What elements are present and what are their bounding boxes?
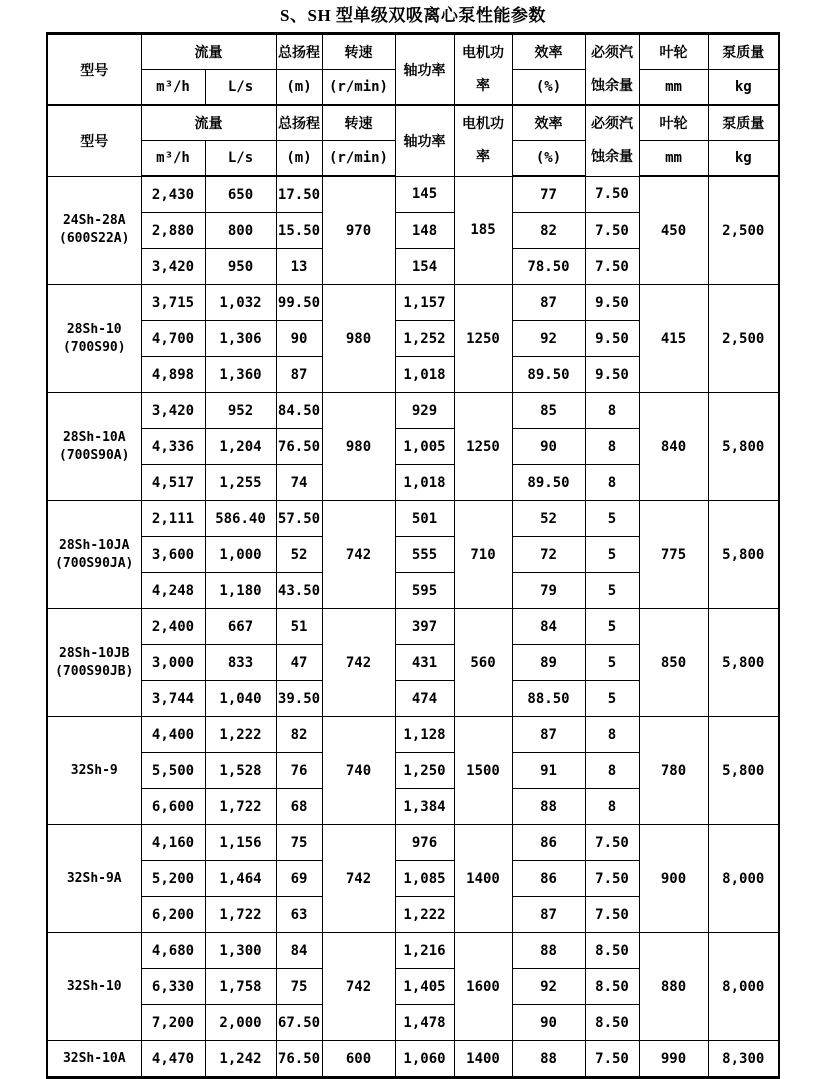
- shaft-power-cell: 431: [395, 645, 454, 681]
- npsh-cell: 5: [585, 645, 639, 681]
- head-cell: 57.50: [276, 501, 322, 537]
- motor-power-label-line2: 率: [476, 148, 490, 165]
- model-line: 28Sh-10JA: [59, 537, 130, 553]
- head-cell: 90: [276, 321, 322, 357]
- flow-m3h-cell: 3,600: [141, 537, 205, 573]
- flow-ls-cell: 1,528: [205, 753, 276, 789]
- flow-ls-cell: 1,464: [205, 861, 276, 897]
- head-cell: 17.50: [276, 176, 322, 213]
- model-cell: [47, 501, 141, 609]
- flow-ls-cell: 1,032: [205, 285, 276, 321]
- motor-power-cell: 710: [454, 501, 512, 609]
- efficiency-cell: 90: [512, 429, 585, 465]
- efficiency-cell: 78.50: [512, 249, 585, 285]
- motor-power-cell: 1250: [454, 393, 512, 501]
- table-row: [47, 717, 779, 753]
- speed-unit: (r/min): [322, 141, 395, 177]
- shaft-power-cell: 976: [395, 825, 454, 861]
- flow-m3h-cell: 4,470: [141, 1041, 205, 1078]
- flow-ls-cell: 1,204: [205, 429, 276, 465]
- flow-ls-cell: 586.40: [205, 501, 276, 537]
- model-line: (600S22A): [59, 231, 130, 247]
- motor-power-cell: 1500: [454, 717, 512, 825]
- motor-power-cell: 185: [454, 176, 512, 285]
- flow-m3h-cell: 4,680: [141, 933, 205, 969]
- impeller-cell: 840: [639, 393, 708, 501]
- shaft-power-cell: 1,405: [395, 969, 454, 1005]
- head-cell: 76: [276, 753, 322, 789]
- model-cell: [47, 609, 141, 717]
- flow-ls-unit: L/s: [205, 141, 276, 177]
- shaft-power-cell: 1,128: [395, 717, 454, 753]
- head-cell: 39.50: [276, 681, 322, 717]
- efficiency-cell: 91: [512, 753, 585, 789]
- head-cell: 13: [276, 249, 322, 285]
- table-row: [47, 933, 779, 969]
- flow-ls-cell: 1,722: [205, 897, 276, 933]
- efficiency-cell: 84: [512, 609, 585, 645]
- efficiency-cell: 89.50: [512, 465, 585, 501]
- efficiency-cell: 77: [512, 176, 585, 213]
- motor-power-cell: 1400: [454, 825, 512, 933]
- flow-m3h-cell: 4,898: [141, 357, 205, 393]
- npsh-cell: 7.50: [585, 825, 639, 861]
- npsh-cell: 8: [585, 393, 639, 429]
- model-cell: [47, 393, 141, 501]
- shaft-power-cell: 1,250: [395, 753, 454, 789]
- shaft-power-cell: 929: [395, 393, 454, 429]
- header-row-2: [47, 105, 779, 141]
- mass-cell: 5,800: [708, 717, 779, 825]
- head-cell: 52: [276, 537, 322, 573]
- mass-cell: 2,500: [708, 176, 779, 285]
- impeller-unit: mm: [639, 141, 708, 177]
- flow-m3h-cell: 6,330: [141, 969, 205, 1005]
- header-row-1: [47, 34, 779, 70]
- col-header-speed: 转速: [322, 34, 395, 70]
- efficiency-cell: 88.50: [512, 681, 585, 717]
- flow-ls-cell: 1,040: [205, 681, 276, 717]
- shaft-power-cell: 474: [395, 681, 454, 717]
- shaft-power-cell: 148: [395, 213, 454, 249]
- npsh-cell: 5: [585, 681, 639, 717]
- efficiency-cell: 87: [512, 897, 585, 933]
- head-cell: 47: [276, 645, 322, 681]
- model-cell: [47, 933, 141, 1041]
- flow-m3h-cell: 7,200: [141, 1005, 205, 1041]
- mass-cell: 5,800: [708, 501, 779, 609]
- npsh-cell: 5: [585, 501, 639, 537]
- flow-m3h-cell: 4,400: [141, 717, 205, 753]
- npsh-cell: 8.50: [585, 969, 639, 1005]
- shaft-power-cell: 1,085: [395, 861, 454, 897]
- model-cell: [47, 1041, 141, 1078]
- flow-ls-cell: 950: [205, 249, 276, 285]
- head-cell: 68: [276, 789, 322, 825]
- flow-ls-cell: 667: [205, 609, 276, 645]
- flow-ls-cell: 800: [205, 213, 276, 249]
- mass-cell: 5,800: [708, 393, 779, 501]
- speed-cell: 742: [322, 933, 395, 1041]
- npsh-cell: 7.50: [585, 213, 639, 249]
- flow-ls-cell: 1,242: [205, 1041, 276, 1078]
- npsh-label-line1: 必须汽: [591, 115, 633, 132]
- npsh-cell: 8: [585, 753, 639, 789]
- flow-m3h-unit: m³/h: [141, 141, 205, 177]
- speed-cell: 740: [322, 717, 395, 825]
- mass-cell: 8,000: [708, 825, 779, 933]
- flow-m3h-cell: 5,500: [141, 753, 205, 789]
- speed-cell: 970: [322, 176, 395, 285]
- shaft-power-cell: 145: [395, 176, 454, 213]
- impeller-cell: 780: [639, 717, 708, 825]
- efficiency-cell: 87: [512, 285, 585, 321]
- efficiency-cell: 88: [512, 789, 585, 825]
- motor-power-cell: 1600: [454, 933, 512, 1041]
- model-line: (700S90JA): [55, 555, 134, 571]
- speed-unit: (r/min): [322, 70, 395, 106]
- impeller-cell: 880: [639, 933, 708, 1041]
- flow-m3h-unit: m³/h: [141, 70, 205, 106]
- table-header: [47, 34, 779, 177]
- mass-cell: 8,000: [708, 933, 779, 1041]
- mass-cell: 8,300: [708, 1041, 779, 1078]
- flow-ls-cell: 1,180: [205, 573, 276, 609]
- head-cell: 87: [276, 357, 322, 393]
- flow-m3h-cell: 4,336: [141, 429, 205, 465]
- npsh-label-line2: 蚀余量: [591, 77, 633, 94]
- flow-m3h-cell: 2,880: [141, 213, 205, 249]
- mass-cell: 5,800: [708, 609, 779, 717]
- motor-power-label-line1: 电机功: [462, 115, 504, 132]
- model-cell: [47, 825, 141, 933]
- npsh-cell: 5: [585, 537, 639, 573]
- model-cell: [47, 176, 141, 285]
- model-line: 28Sh-10: [66, 321, 122, 337]
- shaft-power-cell: 397: [395, 609, 454, 645]
- shaft-power-cell: 154: [395, 249, 454, 285]
- efficiency-cell: 89: [512, 645, 585, 681]
- efficiency-cell: 90: [512, 1005, 585, 1041]
- col-header-motor-power: [454, 105, 512, 176]
- head-cell: 84.50: [276, 393, 322, 429]
- model-line: 24Sh-28A: [62, 213, 126, 229]
- col-header-flow: 流量: [141, 34, 276, 70]
- efficiency-cell: 86: [512, 861, 585, 897]
- model-line: 28Sh-10A: [62, 429, 126, 445]
- speed-cell: 980: [322, 393, 395, 501]
- flow-m3h-cell: 2,430: [141, 176, 205, 213]
- efficiency-cell: 89.50: [512, 357, 585, 393]
- flow-m3h-cell: 4,700: [141, 321, 205, 357]
- flow-ls-cell: 952: [205, 393, 276, 429]
- shaft-power-cell: 501: [395, 501, 454, 537]
- col-header-shaft-power: 轴功率: [395, 34, 454, 106]
- shaft-power-cell: 1,018: [395, 465, 454, 501]
- col-header-model: 型号: [47, 34, 141, 106]
- shaft-power-cell: 1,222: [395, 897, 454, 933]
- col-header-efficiency: 效率: [512, 34, 585, 70]
- flow-m3h-cell: 4,160: [141, 825, 205, 861]
- head-cell: 63: [276, 897, 322, 933]
- col-header-npsh: [585, 105, 639, 176]
- head-cell: 51: [276, 609, 322, 645]
- efficiency-cell: 86: [512, 825, 585, 861]
- col-header-motor-power: [454, 34, 512, 106]
- model-line: 28Sh-10JB: [59, 645, 130, 661]
- head-cell: 82: [276, 717, 322, 753]
- flow-ls-cell: 1,300: [205, 933, 276, 969]
- efficiency-cell: 52: [512, 501, 585, 537]
- efficiency-cell: 92: [512, 969, 585, 1005]
- head-cell: 69: [276, 861, 322, 897]
- flow-ls-cell: 1,000: [205, 537, 276, 573]
- head-cell: 74: [276, 465, 322, 501]
- npsh-cell: 8: [585, 429, 639, 465]
- head-cell: 75: [276, 969, 322, 1005]
- shaft-power-cell: 595: [395, 573, 454, 609]
- table-row: [47, 501, 779, 537]
- model-cell: [47, 717, 141, 825]
- head-cell: 15.50: [276, 213, 322, 249]
- npsh-cell: 7.50: [585, 176, 639, 213]
- npsh-cell: 9.50: [585, 321, 639, 357]
- model-line: (700S90): [62, 339, 126, 355]
- flow-m3h-cell: 5,200: [141, 861, 205, 897]
- head-cell: 84: [276, 933, 322, 969]
- shaft-power-cell: 1,060: [395, 1041, 454, 1078]
- flow-m3h-cell: 2,400: [141, 609, 205, 645]
- col-header-mass: 泵质量: [708, 105, 779, 141]
- flow-ls-cell: 1,222: [205, 717, 276, 753]
- flow-m3h-cell: 3,000: [141, 645, 205, 681]
- col-header-head: 总扬程: [276, 34, 322, 70]
- table-row: [47, 1041, 779, 1078]
- efficiency-unit: (%): [512, 70, 585, 106]
- model-line: 32Sh-9: [70, 762, 118, 778]
- npsh-cell: 8: [585, 717, 639, 753]
- efficiency-cell: 72: [512, 537, 585, 573]
- impeller-cell: 850: [639, 609, 708, 717]
- flow-ls-unit: L/s: [205, 70, 276, 106]
- motor-power-label-line2: 率: [476, 77, 490, 94]
- impeller-cell: 900: [639, 825, 708, 933]
- head-cell: 76.50: [276, 1041, 322, 1078]
- npsh-cell: 8: [585, 465, 639, 501]
- shaft-power-cell: 1,018: [395, 357, 454, 393]
- flow-ls-cell: 1,758: [205, 969, 276, 1005]
- model-line: (700S90A): [59, 447, 130, 463]
- flow-m3h-cell: 6,200: [141, 897, 205, 933]
- col-header-flow: 流量: [141, 105, 276, 141]
- head-cell: 99.50: [276, 285, 322, 321]
- col-header-npsh: [585, 34, 639, 106]
- npsh-cell: 7.50: [585, 1041, 639, 1078]
- model-cell: [47, 285, 141, 393]
- pump-performance-table: [46, 32, 780, 1079]
- col-header-impeller: 叶轮: [639, 105, 708, 141]
- flow-ls-cell: 2,000: [205, 1005, 276, 1041]
- flow-m3h-cell: 3,715: [141, 285, 205, 321]
- efficiency-cell: 82: [512, 213, 585, 249]
- table-row: [47, 285, 779, 321]
- npsh-cell: 7.50: [585, 861, 639, 897]
- col-header-head: 总扬程: [276, 105, 322, 141]
- head-cell: 67.50: [276, 1005, 322, 1041]
- motor-power-cell: 1400: [454, 1041, 512, 1078]
- speed-cell: 742: [322, 825, 395, 933]
- col-header-speed: 转速: [322, 105, 395, 141]
- npsh-cell: 9.50: [585, 285, 639, 321]
- npsh-cell: 5: [585, 609, 639, 645]
- head-cell: 43.50: [276, 573, 322, 609]
- impeller-cell: 450: [639, 176, 708, 285]
- shaft-power-cell: 1,478: [395, 1005, 454, 1041]
- npsh-cell: 7.50: [585, 897, 639, 933]
- model-line: (700S90JB): [55, 663, 134, 679]
- shaft-power-cell: 1,384: [395, 789, 454, 825]
- model-line: 32Sh-10A: [62, 1050, 126, 1066]
- speed-cell: 980: [322, 285, 395, 393]
- flow-m3h-cell: 3,420: [141, 393, 205, 429]
- npsh-label-line2: 蚀余量: [591, 148, 633, 165]
- table-row: [47, 393, 779, 429]
- col-header-model: 型号: [47, 105, 141, 176]
- head-unit: (m): [276, 141, 322, 177]
- head-cell: 75: [276, 825, 322, 861]
- efficiency-cell: 88: [512, 933, 585, 969]
- motor-power-label-line1: 电机功: [462, 44, 504, 61]
- col-header-efficiency: 效率: [512, 105, 585, 141]
- npsh-cell: 8: [585, 789, 639, 825]
- impeller-cell: 990: [639, 1041, 708, 1078]
- mass-unit: kg: [708, 141, 779, 177]
- shaft-power-cell: 1,005: [395, 429, 454, 465]
- motor-power-cell: 560: [454, 609, 512, 717]
- efficiency-unit: (%): [512, 141, 585, 177]
- impeller-cell: 775: [639, 501, 708, 609]
- flow-m3h-cell: 3,744: [141, 681, 205, 717]
- flow-m3h-cell: 3,420: [141, 249, 205, 285]
- efficiency-cell: 79: [512, 573, 585, 609]
- shaft-power-cell: 555: [395, 537, 454, 573]
- npsh-cell: 8.50: [585, 1005, 639, 1041]
- flow-m3h-cell: 6,600: [141, 789, 205, 825]
- flow-ls-cell: 1,156: [205, 825, 276, 861]
- speed-cell: 742: [322, 609, 395, 717]
- shaft-power-cell: 1,252: [395, 321, 454, 357]
- speed-cell: 742: [322, 501, 395, 609]
- model-line: 32Sh-9A: [66, 870, 122, 886]
- flow-ls-cell: 1,306: [205, 321, 276, 357]
- flow-m3h-cell: 4,517: [141, 465, 205, 501]
- mass-unit: kg: [708, 70, 779, 106]
- table-row: [47, 825, 779, 861]
- flow-ls-cell: 1,722: [205, 789, 276, 825]
- flow-m3h-cell: 2,111: [141, 501, 205, 537]
- page-title: S、SH 型单级双吸离心泵性能参数: [280, 6, 546, 25]
- flow-ls-cell: 650: [205, 176, 276, 213]
- efficiency-cell: 88: [512, 1041, 585, 1078]
- table-body: [47, 176, 779, 1078]
- col-header-impeller: 叶轮: [639, 34, 708, 70]
- npsh-label-line1: 必须汽: [591, 44, 633, 61]
- flow-m3h-cell: 4,248: [141, 573, 205, 609]
- efficiency-cell: 92: [512, 321, 585, 357]
- head-cell: 76.50: [276, 429, 322, 465]
- efficiency-cell: 87: [512, 717, 585, 753]
- impeller-cell: 415: [639, 285, 708, 393]
- flow-ls-cell: 833: [205, 645, 276, 681]
- table-row: [47, 176, 779, 213]
- flow-ls-cell: 1,255: [205, 465, 276, 501]
- motor-power-cell: 1250: [454, 285, 512, 393]
- mass-cell: 2,500: [708, 285, 779, 393]
- head-unit: (m): [276, 70, 322, 106]
- npsh-cell: 7.50: [585, 249, 639, 285]
- flow-ls-cell: 1,360: [205, 357, 276, 393]
- shaft-power-cell: 1,216: [395, 933, 454, 969]
- npsh-cell: 9.50: [585, 357, 639, 393]
- model-line: 32Sh-10: [66, 978, 122, 994]
- col-header-shaft-power: 轴功率: [395, 105, 454, 176]
- shaft-power-cell: 1,157: [395, 285, 454, 321]
- efficiency-cell: 85: [512, 393, 585, 429]
- table-row: [47, 609, 779, 645]
- npsh-cell: 5: [585, 573, 639, 609]
- speed-cell: 600: [322, 1041, 395, 1078]
- npsh-cell: 8.50: [585, 933, 639, 969]
- col-header-mass: 泵质量: [708, 34, 779, 70]
- impeller-unit: mm: [639, 70, 708, 106]
